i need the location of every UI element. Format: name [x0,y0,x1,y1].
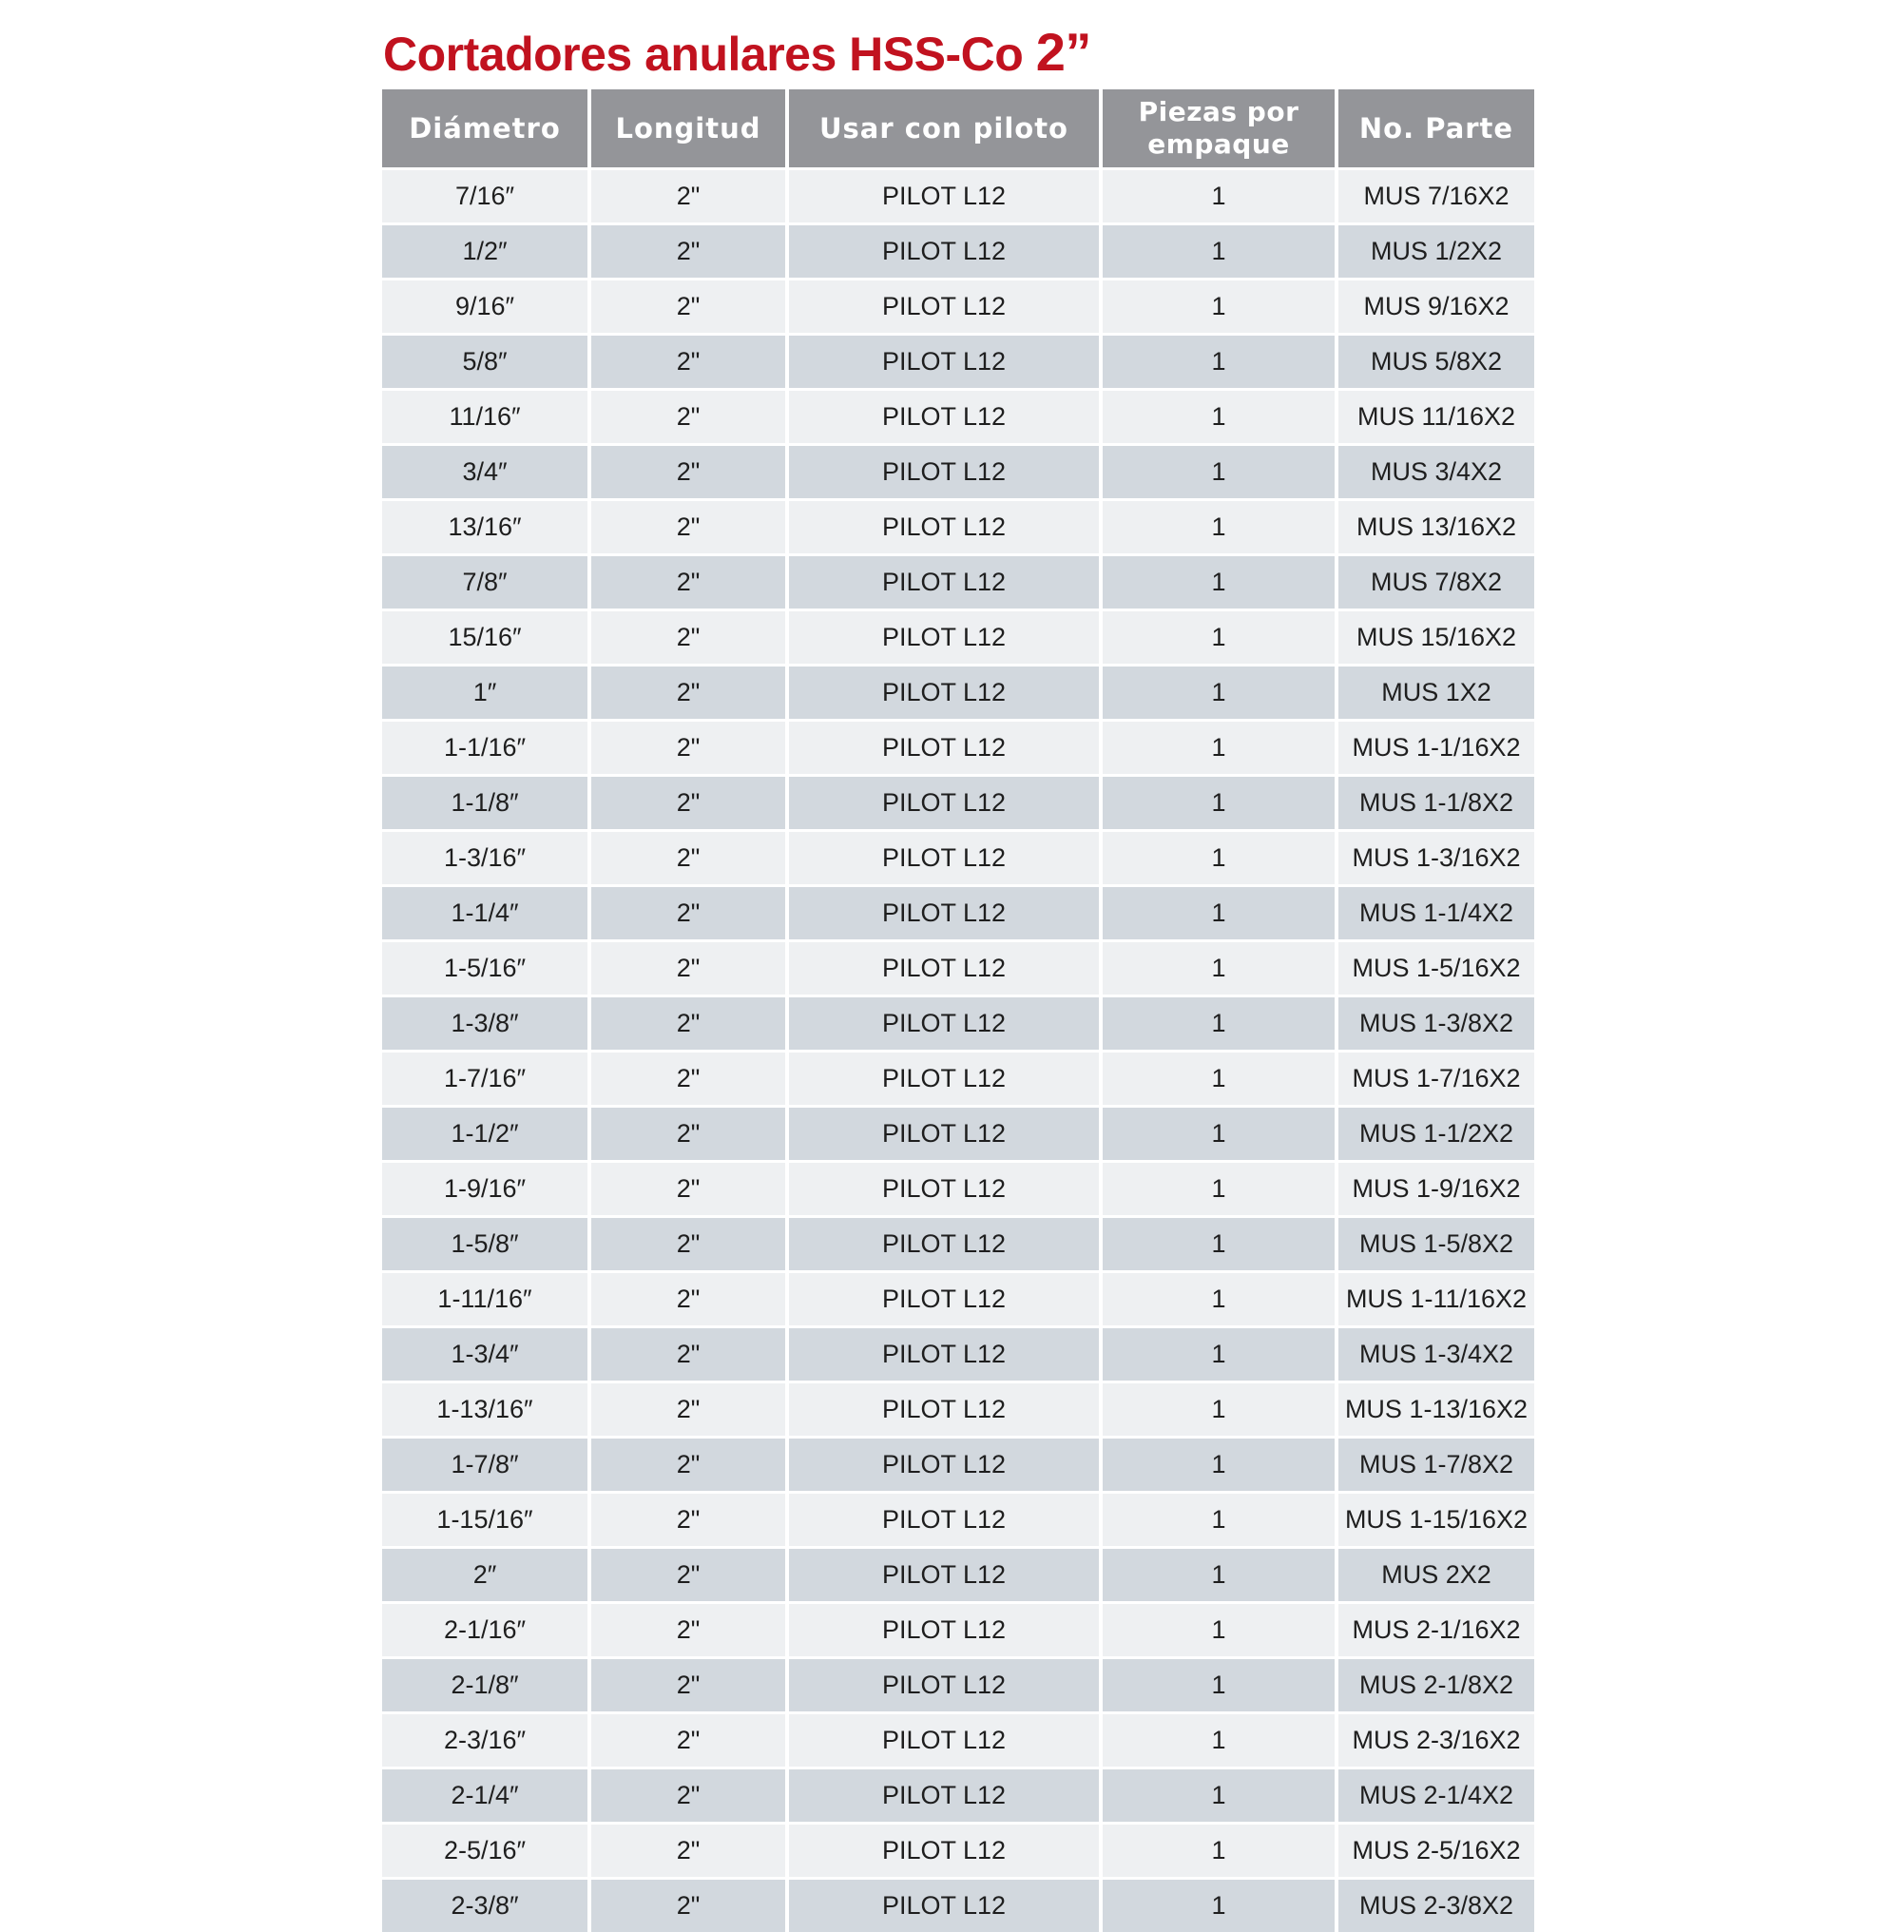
cell-length: 2" [591,278,789,333]
cell-pieces: 1 [1103,1160,1338,1215]
cell-part-number: MUS 9/16X2 [1338,278,1534,333]
cell-pieces: 1 [1103,774,1338,829]
cell-pieces: 1 [1103,1050,1338,1105]
table-body [382,167,1534,1932]
cell-length: 2" [591,167,789,222]
cell-part-number: MUS 7/16X2 [1338,167,1534,222]
cell-part-number: MUS 1X2 [1338,664,1534,719]
cell-part-number: MUS 5/8X2 [1338,333,1534,388]
cell-pilot: PILOT L12 [789,1656,1103,1711]
cell-pieces: 1 [1103,1711,1338,1767]
cell-pilot: PILOT L12 [789,1050,1103,1105]
parts-table [382,89,1534,1932]
cell-length: 2" [591,609,789,664]
cell-pieces: 1 [1103,1601,1338,1656]
cell-pilot: PILOT L12 [789,1877,1103,1932]
cell-diameter: 1-5/8″ [382,1215,591,1270]
cell-part-number: MUS 1-3/4X2 [1338,1325,1534,1381]
cell-pilot: PILOT L12 [789,1160,1103,1215]
cell-diameter: 1-15/16″ [382,1491,591,1546]
cell-diameter: 3/4″ [382,443,591,498]
table-row [382,1160,1534,1215]
cell-pieces: 1 [1103,167,1338,222]
cell-length: 2" [591,829,789,884]
cell-pilot: PILOT L12 [789,719,1103,774]
cell-length: 2" [591,443,789,498]
cell-length: 2" [591,1601,789,1656]
cell-pieces: 1 [1103,1105,1338,1160]
cell-length: 2" [591,388,789,443]
cell-part-number: MUS 2-1/8X2 [1338,1656,1534,1711]
cell-pilot: PILOT L12 [789,1822,1103,1877]
table-row [382,553,1534,609]
cell-pilot: PILOT L12 [789,443,1103,498]
cell-part-number: MUS 3/4X2 [1338,443,1534,498]
cell-length: 2" [591,1546,789,1601]
cell-length: 2" [591,333,789,388]
table-row [382,333,1534,388]
table-row [382,995,1534,1050]
cell-pilot: PILOT L12 [789,1767,1103,1822]
table-row [382,829,1534,884]
cell-length: 2" [591,1105,789,1160]
cell-part-number: MUS 13/16X2 [1338,498,1534,553]
table-row [382,443,1534,498]
cell-part-number: MUS 1-15/16X2 [1338,1491,1534,1546]
table-row [382,1711,1534,1767]
cell-pieces: 1 [1103,1381,1338,1436]
table-row [382,1325,1534,1381]
cell-pilot: PILOT L12 [789,388,1103,443]
cell-part-number: MUS 2-3/16X2 [1338,1711,1534,1767]
cell-diameter: 2-3/8″ [382,1877,591,1932]
table-row [382,884,1534,939]
page-title-text: Cortadores anulares HSS-Co [383,28,1024,81]
cell-pieces: 1 [1103,939,1338,995]
cell-length: 2" [591,939,789,995]
cell-length: 2" [591,498,789,553]
cell-diameter: 1/2″ [382,222,591,278]
cell-length: 2" [591,1711,789,1767]
cell-length: 2" [591,1160,789,1215]
cell-part-number: MUS 2X2 [1338,1546,1534,1601]
cell-part-number: MUS 1-3/8X2 [1338,995,1534,1050]
cell-diameter: 7/8″ [382,553,591,609]
cell-pilot: PILOT L12 [789,167,1103,222]
table-header-row [382,89,1534,167]
table-row [382,1601,1534,1656]
cell-pieces: 1 [1103,1877,1338,1932]
cell-part-number: MUS 1-11/16X2 [1338,1270,1534,1325]
cell-pilot: PILOT L12 [789,1381,1103,1436]
cell-part-number: MUS 15/16X2 [1338,609,1534,664]
cell-pilot: PILOT L12 [789,1270,1103,1325]
cell-diameter: 1-13/16″ [382,1381,591,1436]
cell-pilot: PILOT L12 [789,939,1103,995]
cell-pilot: PILOT L12 [789,884,1103,939]
cell-pieces: 1 [1103,1270,1338,1325]
table-row [382,388,1534,443]
cell-part-number: MUS 2-1/4X2 [1338,1767,1534,1822]
cell-diameter: 15/16″ [382,609,591,664]
cell-pieces: 1 [1103,1436,1338,1491]
cell-part-number: MUS 2-5/16X2 [1338,1822,1534,1877]
cell-pilot: PILOT L12 [789,609,1103,664]
table-row [382,1270,1534,1325]
cell-diameter: 2″ [382,1546,591,1601]
cell-diameter: 2-3/16″ [382,1711,591,1767]
page-title-size: 2” [1035,22,1091,82]
cell-pilot: PILOT L12 [789,774,1103,829]
cell-pilot: PILOT L12 [789,829,1103,884]
table-row [382,609,1534,664]
cell-pieces: 1 [1103,884,1338,939]
cell-pieces: 1 [1103,1491,1338,1546]
cell-diameter: 2-5/16″ [382,1822,591,1877]
cell-pieces: 1 [1103,553,1338,609]
cell-pieces: 1 [1103,1656,1338,1711]
cell-pieces: 1 [1103,1325,1338,1381]
cell-part-number: MUS 1-1/2X2 [1338,1105,1534,1160]
cell-length: 2" [591,222,789,278]
cell-pilot: PILOT L12 [789,1325,1103,1381]
cell-length: 2" [591,1877,789,1932]
cell-part-number: MUS 1-3/16X2 [1338,829,1534,884]
column-header-pilot: Usar con piloto [789,89,1103,167]
cell-diameter: 11/16″ [382,388,591,443]
cell-pieces: 1 [1103,995,1338,1050]
table-row [382,1050,1534,1105]
cell-length: 2" [591,1491,789,1546]
cell-pilot: PILOT L12 [789,1215,1103,1270]
table-row [382,1105,1534,1160]
cell-pilot: PILOT L12 [789,1711,1103,1767]
cell-part-number: MUS 1-1/16X2 [1338,719,1534,774]
cell-pilot: PILOT L12 [789,1601,1103,1656]
column-header-length: Longitud [591,89,789,167]
cell-pieces: 1 [1103,1767,1338,1822]
cell-pilot: PILOT L12 [789,664,1103,719]
cell-length: 2" [591,1270,789,1325]
column-header-part-number: No. Parte [1338,89,1534,167]
cell-diameter: 1″ [382,664,591,719]
cell-length: 2" [591,1822,789,1877]
cell-length: 2" [591,1767,789,1822]
cell-diameter: 2-1/4″ [382,1767,591,1822]
cell-length: 2" [591,664,789,719]
cell-length: 2" [591,1215,789,1270]
cell-length: 2" [591,553,789,609]
page-title [383,21,1091,83]
cell-pieces: 1 [1103,333,1338,388]
cell-pilot: PILOT L12 [789,1491,1103,1546]
cell-pilot: PILOT L12 [789,333,1103,388]
table-row [382,1656,1534,1711]
cell-pilot: PILOT L12 [789,553,1103,609]
cell-diameter: 1-1/4″ [382,884,591,939]
cell-part-number: MUS 11/16X2 [1338,388,1534,443]
cell-pieces: 1 [1103,388,1338,443]
table-row [382,1491,1534,1546]
cell-pilot: PILOT L12 [789,222,1103,278]
cell-pieces: 1 [1103,443,1338,498]
cell-diameter: 1-11/16″ [382,1270,591,1325]
cell-length: 2" [591,1050,789,1105]
cell-part-number: MUS 2-1/16X2 [1338,1601,1534,1656]
cell-pieces: 1 [1103,222,1338,278]
cell-pieces: 1 [1103,829,1338,884]
table-row [382,1877,1534,1932]
cell-pieces: 1 [1103,1822,1338,1877]
cell-diameter: 1-9/16″ [382,1160,591,1215]
cell-pieces: 1 [1103,1546,1338,1601]
cell-part-number: MUS 1-5/8X2 [1338,1215,1534,1270]
cell-diameter: 7/16″ [382,167,591,222]
table-row [382,939,1534,995]
column-header-pieces: Piezas por empaque [1103,89,1338,167]
cell-pieces: 1 [1103,664,1338,719]
table-row [382,774,1534,829]
cell-pilot: PILOT L12 [789,995,1103,1050]
cell-length: 2" [591,1436,789,1491]
cell-diameter: 13/16″ [382,498,591,553]
cell-length: 2" [591,774,789,829]
table-row [382,222,1534,278]
cell-diameter: 9/16″ [382,278,591,333]
cell-pieces: 1 [1103,1215,1338,1270]
cell-diameter: 1-1/16″ [382,719,591,774]
cell-part-number: MUS 1-5/16X2 [1338,939,1534,995]
cell-part-number: MUS 2-3/8X2 [1338,1877,1534,1932]
cell-pilot: PILOT L12 [789,498,1103,553]
cell-diameter: 5/8″ [382,333,591,388]
cell-part-number: MUS 1-7/16X2 [1338,1050,1534,1105]
table-row [382,278,1534,333]
table-row [382,498,1534,553]
cell-pieces: 1 [1103,498,1338,553]
cell-part-number: MUS 1-1/4X2 [1338,884,1534,939]
cell-diameter: 1-7/8″ [382,1436,591,1491]
cell-pilot: PILOT L12 [789,278,1103,333]
cell-diameter: 1-3/8″ [382,995,591,1050]
cell-diameter: 1-5/16″ [382,939,591,995]
table-row [382,1546,1534,1601]
cell-part-number: MUS 1-9/16X2 [1338,1160,1534,1215]
cell-length: 2" [591,1325,789,1381]
table-row [382,1767,1534,1822]
cell-pilot: PILOT L12 [789,1546,1103,1601]
column-header-diameter: Diámetro [382,89,591,167]
cell-pieces: 1 [1103,278,1338,333]
cell-length: 2" [591,995,789,1050]
cell-part-number: MUS 1/2X2 [1338,222,1534,278]
cell-length: 2" [591,884,789,939]
cell-length: 2" [591,1381,789,1436]
table-row [382,719,1534,774]
cell-length: 2" [591,1656,789,1711]
table-row [382,1822,1534,1877]
cell-pilot: PILOT L12 [789,1436,1103,1491]
table-row [382,1381,1534,1436]
table-row [382,1215,1534,1270]
cell-diameter: 1-7/16″ [382,1050,591,1105]
cell-diameter: 1-3/4″ [382,1325,591,1381]
cell-pilot: PILOT L12 [789,1105,1103,1160]
cell-diameter: 1-1/8″ [382,774,591,829]
table-row [382,664,1534,719]
cell-diameter: 1-1/2″ [382,1105,591,1160]
cell-part-number: MUS 1-13/16X2 [1338,1381,1534,1436]
cell-diameter: 2-1/8″ [382,1656,591,1711]
cell-part-number: MUS 1-1/8X2 [1338,774,1534,829]
cell-diameter: 2-1/16″ [382,1601,591,1656]
cell-pieces: 1 [1103,609,1338,664]
cell-pieces: 1 [1103,719,1338,774]
cell-part-number: MUS 1-7/8X2 [1338,1436,1534,1491]
cell-part-number: MUS 7/8X2 [1338,553,1534,609]
table-row [382,1436,1534,1491]
cell-length: 2" [591,719,789,774]
cell-diameter: 1-3/16″ [382,829,591,884]
table-row [382,167,1534,222]
